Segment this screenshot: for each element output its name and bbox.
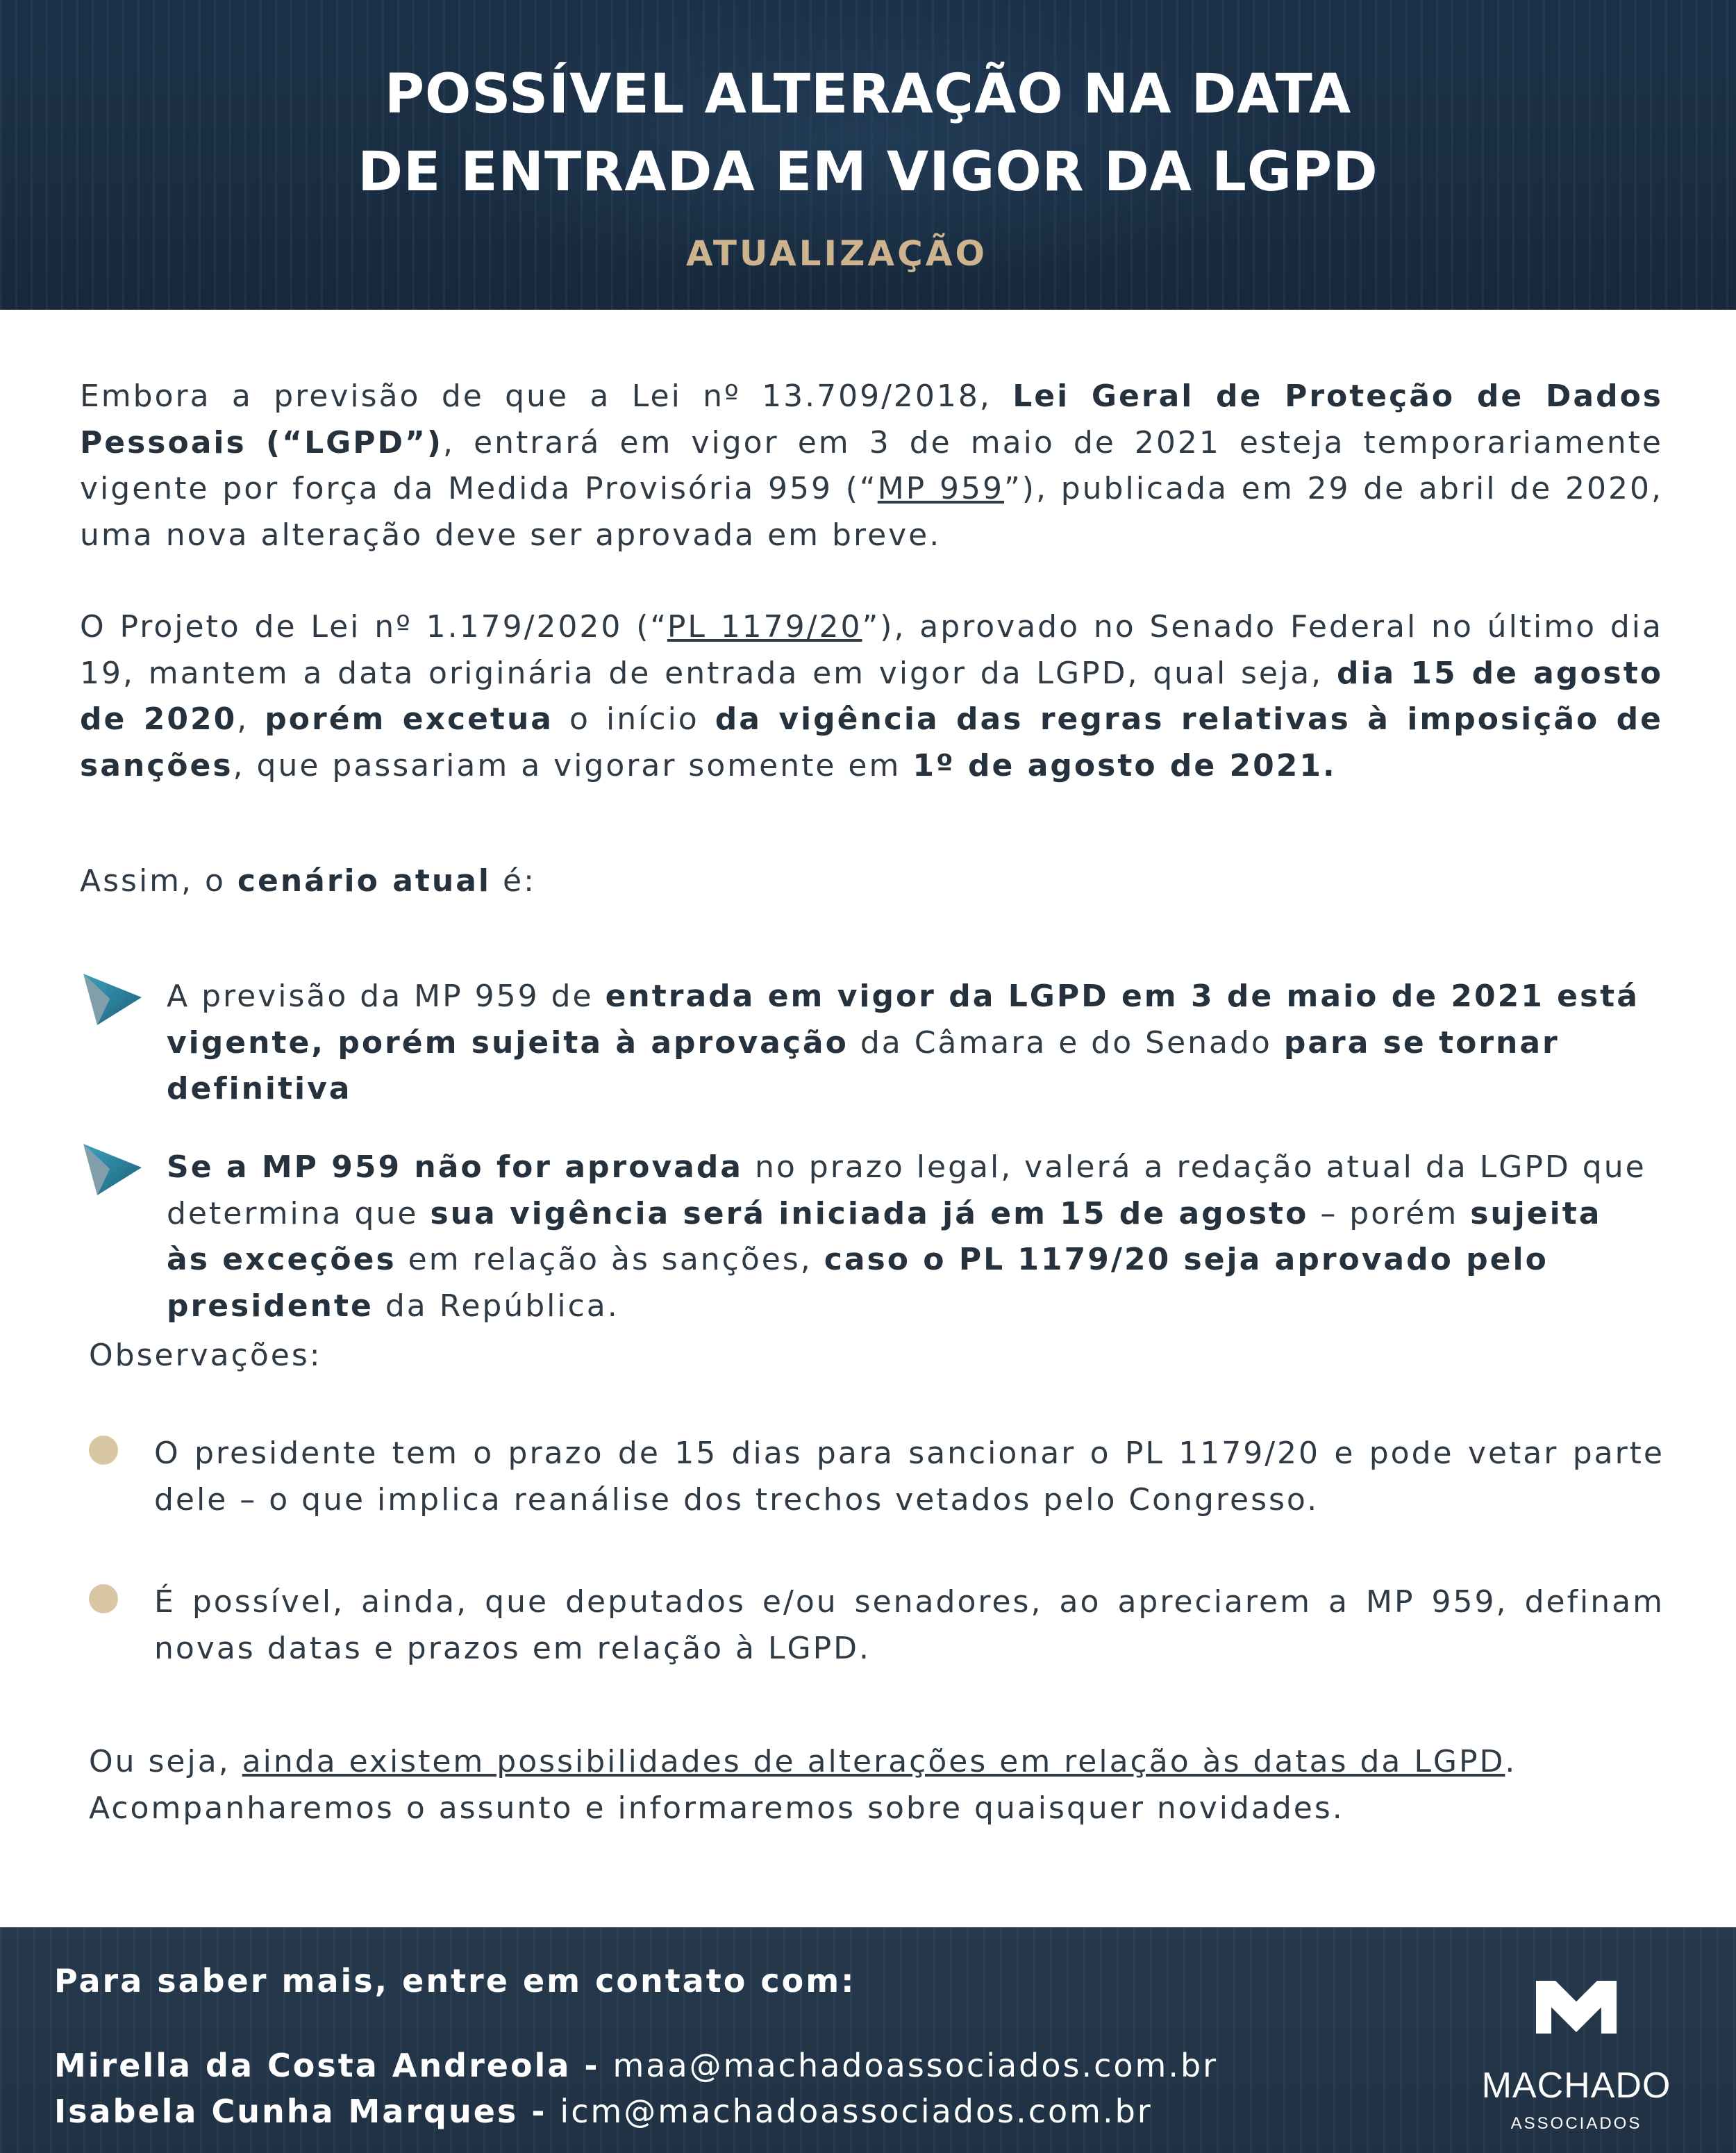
- contact-2-name: Isabela Cunha Marques -: [54, 2093, 560, 2130]
- scenario-bullet-2: [167, 1145, 1653, 1329]
- bold-run: Lei Geral de Proteção de Dados Pessoais (“LGPD”): [80, 379, 1663, 460]
- machado-logo-icon: [1535, 1979, 1618, 2035]
- text-run: da Câmara e do Senado: [848, 1024, 1284, 1061]
- bold-run: porém excetua: [265, 701, 553, 737]
- text-run: ”), aprovado no Senado Federal no último dia 19, mantem a data originária de entrada em vigor da LGPD, qual seja,: [80, 609, 1663, 691]
- text-run: Ou seja,: [89, 1744, 242, 1779]
- chevron-arrow-icon: [82, 972, 144, 1028]
- title-line-1: POSSÍVEL ALTERAÇÃO NA DATA: [384, 63, 1352, 126]
- text-run: em relação às sanções,: [396, 1242, 824, 1277]
- text-run: , que passariam a vigorar somente em: [233, 747, 913, 783]
- text-run: no prazo legal, valerá a redação atual da LGPD que determina que: [167, 1149, 1646, 1231]
- bold-run: da vigência das regras relativas à imposição de sanções: [80, 701, 1663, 783]
- logo-sub: ASSOCIADOS: [1510, 2114, 1642, 2133]
- text-run: Embora a previsão de que a Lei nº 13.709/2018,: [80, 379, 1013, 414]
- observation-item-2: É possível, ainda, que deputados e/ou senadores, ao apreciarem a MP 959, definam novas datas e prazos em relação à LGPD.: [154, 1584, 1664, 1666]
- bold-run: sujeita às exceções: [167, 1195, 1602, 1277]
- bold-run: dia 15 de agosto de 2020: [80, 655, 1663, 737]
- contact-footer: [0, 1927, 1736, 2153]
- observations-heading: Observações:: [89, 1338, 322, 1373]
- contact-1-email-link[interactable]: maa@machadoassociados.com.br: [612, 2047, 1219, 2084]
- page-title: [0, 56, 1736, 211]
- bold-run: sua vigência será iniciada já em 15 de agosto: [430, 1195, 1309, 1231]
- intro-paragraph: [80, 374, 1663, 558]
- logo-brand: MACHADO: [1481, 2065, 1671, 2106]
- text-run: O Projeto de Lei nº 1.179/2020 (“: [80, 609, 667, 645]
- contact-2: [54, 2093, 1153, 2130]
- text-run: , entrará em vigor em 3 de maio de 2021 esteja temporariamente vigente por força da Medida Provisória 959 (“: [80, 424, 1663, 506]
- mp959-link[interactable]: MP 959: [877, 471, 1004, 506]
- title-line-2: DE ENTRADA EM VIGOR DA LGPD: [358, 141, 1378, 203]
- bold-run: 1º de agosto de 2021.: [912, 747, 1337, 783]
- text-run: da República.: [373, 1288, 619, 1324]
- chevron-arrow-icon: [82, 1142, 144, 1198]
- contact-2-email-link[interactable]: icm@machadoassociados.com.br: [560, 2093, 1153, 2130]
- bold-run: caso o PL 1179/20 seja aprovado pelo presidente: [167, 1242, 1549, 1324]
- circle-bullet-icon: [89, 1584, 118, 1613]
- header-banner: [0, 0, 1736, 310]
- text-run: o início: [553, 701, 715, 737]
- bold-run: cenário atual: [237, 863, 492, 899]
- bold-run: Se a MP 959 não for aprovada: [167, 1149, 744, 1185]
- contact-heading: Para saber mais, entre em contato com:: [54, 1962, 856, 2000]
- text-run: ”), publicada em 29 de abril de 2020, uma nova alteração deve ser aprovada em breve.: [80, 471, 1663, 553]
- text-run: ,: [237, 701, 265, 737]
- scenario-intro: [80, 858, 1663, 905]
- machado-logo: [1479, 1979, 1674, 2139]
- observation-item-1: O presidente tem o prazo de 15 dias para sancionar o PL 1179/20 e pode vetar parte dele – o que implica reanálise dos trechos vetados pelo Congresso.: [154, 1436, 1664, 1518]
- text-run: Assim, o: [80, 863, 237, 899]
- page-subtitle: ATUALIZAÇÃO: [686, 233, 987, 274]
- text-run: . Acompanharemos o assunto e informaremos sobre quaisquer novidades.: [89, 1744, 1517, 1826]
- bold-run: para se tornar definitiva: [167, 1024, 1560, 1106]
- pl1179-link[interactable]: PL 1179/20: [667, 609, 862, 645]
- pl-paragraph: [80, 604, 1663, 789]
- circle-bullet-icon: [89, 1436, 118, 1465]
- bold-run: entrada em vigor da LGPD em 3 de maio de 2021 está vigente, porém sujeita à aprovação: [167, 979, 1639, 1061]
- closing-paragraph: [89, 1739, 1686, 1831]
- text-run: é:: [491, 863, 536, 899]
- text-run: – porém: [1308, 1195, 1471, 1231]
- contact-1-name: Mirella da Costa Andreola -: [54, 2047, 613, 2084]
- contact-1: [54, 2047, 1218, 2084]
- scenario-bullet-1: [167, 974, 1653, 1113]
- text-run: A previsão da MP 959 de: [167, 979, 606, 1014]
- underlined-run: ainda existem possibilidades de alterações em relação às datas da LGPD: [242, 1744, 1505, 1779]
